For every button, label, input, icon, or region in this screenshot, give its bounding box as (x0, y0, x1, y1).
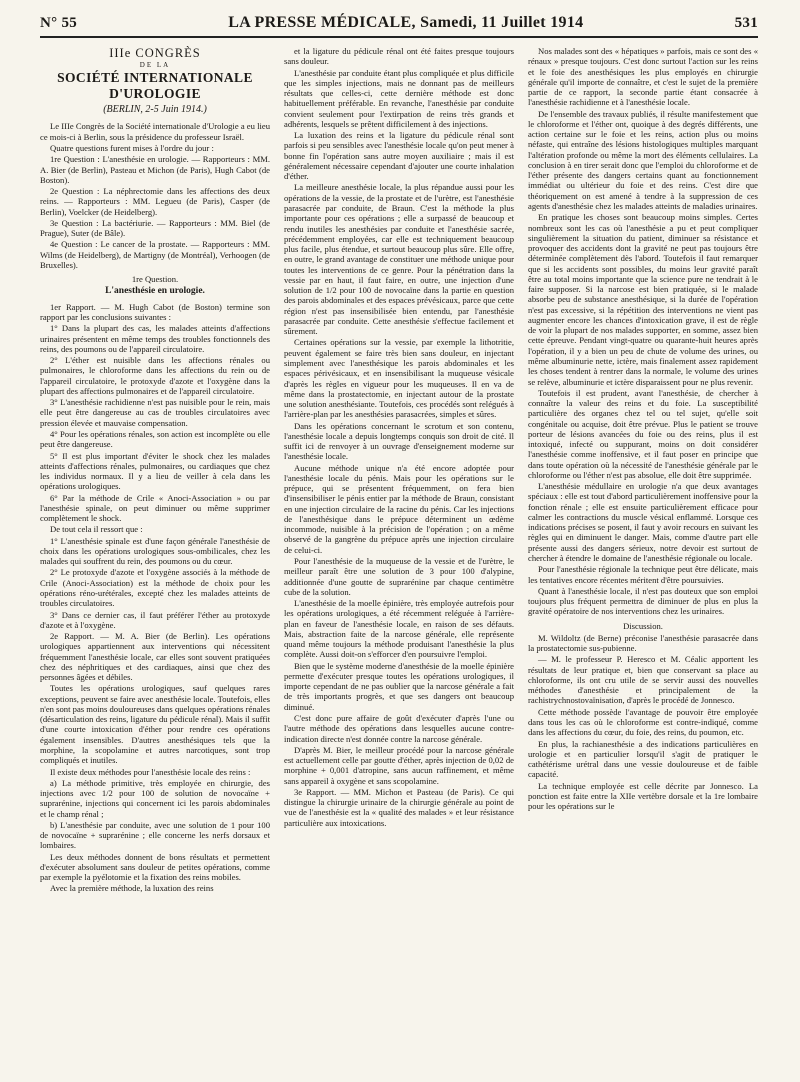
issue-number: N° 55 (40, 15, 78, 31)
paragraph: De l'ensemble des travaux publiés, il résulte manifestement que le chloroforme et l'éther ont, quoique à des degrés différents, une action certaine sur le foie et les reins, action plus ou moins néfaste, qui entraîne des lésions histologiques multiples marquant l'altération profonde ou même la mort des éléments cellulaires. La conclusion à en tirer serait donc que l'emploi du chloroforme et de l'éther présente des dangers certains quant au fonctionnement immédiat ou ultérieur du foie et des reins. C'est dire que théoriquement on est amené à tendre à la suppression de ces agents d'anesthésie chez les malades atteints de maladies urinaires. (528, 108, 758, 211)
header-rule (40, 36, 758, 38)
paragraph: L'anesthésie de la moelle épinière, très employée autrefois pour les opérations urologiques, a été récemment reléguée à l'arrière-plan en faveur de l'anesthésie locale, en raison de ses défauts. Mais, abstraction faite de la narcose générale, elle représente quand même toujours la méthode produisant l'anesthésie la plus complète. Aussi doit-on s'efforcer d'en poursuivre l'emploi. (284, 598, 514, 660)
paragraph: 3° L'anesthésie rachidienne n'est pas nuisible pour le rein, mais elle peut être dangereuse au cas de troubles circulatoires avec pression élevée et mauvaise compensation. (40, 397, 270, 428)
congress-heading: IIIe CONGRÈS (109, 46, 201, 60)
section-label: 1re Question. (131, 274, 179, 285)
paragraph: b) L'anesthésie par conduite, avec une solution de 1 pour 100 de novocaïne + suprarénine ; elle concerne les nerfs dorsaux et lombaires. (40, 819, 270, 851)
paragraph: Quant à l'anesthésie locale, il n'est pas douteux que son emploi toujours plus fréquent permettra de diminuer de plus en plus la gravité opératoire de nos interventions chez les urinaires. (528, 585, 758, 617)
paragraph: Le IIIe Congrès de la Société internationale d'Urologie a eu lieu ce mois-ci à Berlin, sous la présidence du professeur Israël. (40, 121, 270, 142)
paragraph: 2e Rapport. — M. A. Bier (de Berlin). Les opérations urologiques appartiennent aux interventions qui nécessitent fréquemment l'anesthésie locale, car elles sont souvent pratiquées chez des néphritiques et des cardiaques, ainsi que chez des personnes âgées et débiles. (40, 631, 270, 683)
journal-title: LA PRESSE MÉDICALE, Samedi, 11 Juillet 1914 (228, 14, 584, 31)
paragraph: L'anesthésie médullaire en urologie n'a que deux avantages spéciaux : elle est tout d'abord particulièrement inoffensive pour la fonction rénale ; elle est ensuite particulièrement efficace pour calmer les contractions du muscle vésical enflammé. Lorsque ces indications précises se posent, il faut y avoir recours en suivant les règles qui en diminuent le danger. Mais, comme d'autre part elle présente aussi des dangers sérieux, notre devoir est surtout de chercher à étendre le domaine de l'anesthésie régionale ou locale. (528, 481, 758, 564)
paragraph: 6° Par la méthode de Crile « Anoci-Association » ou par l'anesthésie spinale, on peut diminuer ou même supprimer complètement le shock. (40, 492, 270, 524)
paragraph: 2° Le protoxyde d'azote et l'oxygène associés à la méthode de Crile (Anoci-Association) est la méthode de choix pour les opérations réno-urétérales, excepté chez les malades atteints de troubles circulatoires. (40, 567, 270, 609)
paragraph: Toutes les opérations urologiques, sauf quelques rares exceptions, peuvent se faire avec anesthésie locale. Toutefois, elles n'en sont pas moins douloureuses dans quelques opérations rénales (désarticulation des reins, ligature du pédicule rénal). Mais il suffit d'une courte intoxication d'éther pour rendre ces opérations également insensibles. D'autres anesthésiques tels que la morphine, la scopolamine et autres narcotiques, sont trop compliqués et inutiles. (40, 683, 270, 766)
paragraph: 3e Question : La bactériurie. — Rapporteurs : MM. Biel (de Prague), Suter (de Bâle). (40, 217, 270, 239)
paragraph: En plus, la rachianesthésie a des indications particulières en urologie et en particulier lorsqu'il s'agit de pratiquer le cathétérisme urétral dans une vessie douloureuse et de faible capacité. (528, 738, 758, 780)
paragraph: 4e Question : Le cancer de la prostate. — Rapporteurs : MM. Wilms (de Heidelberg), de Martigny (de Montréal), Verhoogen (de Bruxelles). (40, 239, 270, 270)
paragraph: 1° Dans la plupart des cas, les malades atteints d'affections urinaires présentent en même temps des troubles fonctionnels des reins, des poumons ou de l'appareil circulatoire. (40, 323, 270, 354)
paragraph: 3e Rapport. — MM. Michon et Pasteau (de Paris). Ce qui distingue la chirurgie urinaire de la chirurgie générale au point de vue de l'anesthésie est la « qualité des malades » et leur résistance particulière aux intoxications. (284, 786, 514, 828)
paragraph: L'anesthésie par conduite étant plus compliquée et plus difficile que les simples injections, mais ne donnant pas de meilleurs résultats que celles-ci, cette dernière méthode est donc habituellement préférable. En revanche, l'anesthésie par conduite convient seulement pour l'extirpation de reins très grands et adhérents, lesquels se prêtent difficilement à des injections. (284, 67, 514, 129)
discussion-paragraphs (528, 633, 758, 812)
discussion-heading: Discussion. (623, 620, 663, 631)
paragraph: Pour l'anesthésie régionale la technique peut être délicate, mais les tentatives encore récentes méritent d'être poursuivies. (528, 564, 758, 585)
paragraph: Cette méthode possède l'avantage de pouvoir être employée dans tous les cas où le chloroforme est contre-indiqué, comme dans les affections du cœur, du foie, des reins, du poumon, etc. (528, 706, 758, 738)
paragraph: Nos malades sont des « hépatiques » parfois, mais ce sont des « rénaux » presque toujours. C'est donc surtout l'action sur les reins et le foie des anesthésiques les plus employés en chirurgie générale qu'il importe de connaître, et c'est le sujet de la première partie de ce rapport, la seconde partie étant consacrée à l'anesthésie rachidienne et à l'anesthésie locale. (528, 46, 758, 108)
paragraph: 3° Dans ce dernier cas, il faut préférer l'éther au protoxyde d'azote et à l'oxygène. (40, 609, 270, 630)
paragraph: 1re Question : L'anesthésie en urologie. — Rapporteurs : MM. A. Bier (de Berlin), Pasteau et Michon (de Paris), Hugh Cabot (de Boston). (40, 154, 270, 185)
paragraph: La technique employée est celle décrite par Jonnesco. La ponction est faite entre la XIIe vertèbre dorsale et la 1re lombaire pour les opérations sur le (528, 780, 758, 812)
section-title: L'anesthésie en urologie. (105, 286, 205, 297)
paragraph: 2° L'éther est nuisible dans les affections rénales ou pulmonaires, le chloroforme dans les affections du rein ou de l'appareil circulatoire, le protoxyde d'azote et l'oxygène dans la plupart des affections pulmonaires et de l'appareil circulatoire. (40, 355, 270, 396)
paragraph: a) La méthode primitive, très employée en chirurgie, des injections avec 1/2 pour 100 de solution de novocaïne + suprarénine, injections qui concernent ici les parois abdominales et le champ rénal ; (40, 777, 270, 819)
society-title: SOCIÉTÉ INTERNATIONALE D'UROLOGIE (57, 70, 253, 102)
paragraph: La luxation des reins et la ligature du pédicule rénal sont parfois si peu sensibles avec l'anesthésie locale qu'on peut mener à bonne fin l'opération sans autre moyen auxiliaire ; mais il est généralement nécessaire cependant d'ajouter une courte inhalation d'éther. (284, 130, 514, 182)
paragraph: 5° Il est plus important d'éviter le shock chez les malades atteints d'affections rénales, pulmonaires, ou cardiaques que chez les individus normaux. Il y a lieu de veiller à cela dans les opérations urologiques. (40, 450, 270, 492)
paragraph: Quatre questions furent mises à l'ordre du jour : (50, 143, 214, 154)
paragraph: Toutefois il est prudent, avant l'anesthésie, de chercher à connaître la valeur des reins et du foie. La susceptibilité particulière des organes chez tel ou tel sujet, qu'elle soit congénitale ou acquise, doit être prévue. Plus le patient se trouve porteur de lésions avancées du foie ou des reins, plus il est intoxiqué, infecté ou suppurant, moins on doit considérer l'anesthésie comme inoffensive, et il faut poser en principe que dans toute opération où la nécessité de l'anesthésie générale par le chloroforme ou l'éther n'est pas absolue, elle doit être supprimée. (528, 387, 758, 480)
column-2-paragraphs (284, 46, 514, 828)
paragraph: et la ligature du pédicule rénal ont été faites presque toujours sans douleur. (284, 46, 514, 67)
paragraph: 1° L'anesthésie spinale est d'une façon générale l'anesthésie de choix dans les opérations urologiques sous-ombilicales, chez les malades qui souffrent du rein, des poumons ou du cœur. (40, 535, 270, 567)
paragraph: Aucune méthode unique n'a été encore adoptée pour l'anesthésie locale du pénis. Mais pour les opérations sur le prépuce, qui se présentent fréquemment, on fera bien d'insensibiliser le pénis entier par la méthode de Braun, consistant en une injection circulaire de la racine du pénis. Car les injections de l'anesthésique dans le prépuce déterminent un œdème incommode, nuisible à la précision de l'opération ; on a même observé de la gangrène du prépuce après une injection circulaire de celui-ci. (284, 462, 514, 555)
congress-heading-connector: DE LA (139, 60, 171, 69)
paragraph: De tout cela il ressort que : (50, 524, 143, 535)
article-columns (40, 46, 758, 1076)
paragraph: La meilleure anesthésie locale, la plus répandue aussi pour les opérations de la vessie, de la prostate et de l'urètre, est l'anesthésie parasacrée par conduite, de Braun. C'est la méthode la plus importante pour ces opérations ; elle a surpassé de beaucoup et rendu inutiles les anesthésies par conduite et l'anesthésie sacrée, précédemment employées, car elle est techniquement beaucoup plus facile, plus étendue, et surtout beaucoup plus sûre. Elle offre, en outre, le grand avantage de constituer une méthode unique pour toutes les interventions de ce genre. Pour la pénétration dans la vessie par en haut, il faut faire, en outre, une injection d'une solution de 1/2 pour 100 de novocaïne dans la partie en question des parois abdominales et des espaces prévésicaux, parce que cette région n'est pas insensibilisée bien entendu, par l'anesthésie parasacrée par conduite. Cette anesthésie s'effectue facilement et sûrement. (284, 182, 514, 337)
paragraph: Avec la première méthode, la luxation des reins (50, 883, 214, 894)
paragraph: 2e Question : La néphrectomie dans les affections des deux reins. — Rapporteurs : MM. Legueu (de Paris), Casper (de Berlin), Voelcker (de Heidelberg). (40, 186, 270, 217)
column-2 (284, 46, 514, 1076)
report-paragraphs (40, 302, 270, 894)
paragraph: Bien que le système moderne d'anesthésie de la moelle épinière permette d'exécuter presque toutes les opérations urologiques, il importe cependant de ne pas oublier que la narcose générale a fait de très importants progrès, et que ses dangers ont beaucoup diminué. (284, 660, 514, 712)
paragraph: — M. le professeur P. Heresco et M. Céalic apportent les résultats de leur pratique et, bien que conservant sa place au chloroforme, ils ont cru utile de se servir aussi des nouvelles méthodes d'anesthésie et principalement de la rachistrychnostovaïnisation, d'après le procédé de Jonnesco. (528, 654, 758, 706)
intro-paragraphs (40, 121, 270, 270)
page-number: 531 (734, 15, 758, 31)
paragraph: D'après M. Bier, le meilleur procédé pour la narcose générale est actuellement celle par goutte d'éther, après injection de 0,02 de morphine + 0,001 d'atropine, sans aucun raffinement, et même sans appareil à oxygène et sans scopolamine. (284, 744, 514, 786)
congress-place-date: (BERLIN, 2-5 Juin 1914.) (103, 103, 207, 115)
paragraph: Dans les opérations concernant le scrotum et son contenu, l'anesthésie locale a depuis longtemps conquis son droit de cité. Il suffit ici de renvoyer à un ouvrage d'enseignement moderne sur l'anesthésie locale. (284, 420, 514, 462)
paragraph: C'est donc pure affaire de goût d'exécuter d'après l'une ou l'autre méthode des opérations dans lesquelles aucune contre-indication directe n'est donnée contre la narcose générale. (284, 713, 514, 744)
paragraph: 4° Pour les opérations rénales, son action est incomplète ou elle peut être dangereuse. (40, 429, 270, 450)
column-3-paragraphs (528, 46, 758, 617)
column-3 (528, 46, 758, 1076)
paragraph: Les deux méthodes donnent de bons résultats et permettent d'exécuter absolument sans douleur de petites opérations, comme par exemple la pyélotomie et la fixation des reins mobiles. (40, 851, 270, 883)
paragraph: 1er Rapport. — M. Hugh Cabot (de Boston) termine son rapport par les conclusions suivantes : (40, 301, 270, 323)
column-1 (40, 46, 270, 1076)
page-header (40, 14, 758, 32)
paragraph: Pour l'anesthésie de la muqueuse de la vessie et de l'urètre, le meilleur paraît être une solution de 3 pour 100 d'alypine, additionnée d'une goutte de suprarénine par chaque centimètre cube de la solution. (284, 556, 514, 597)
paragraph: Certaines opérations sur la vessie, par exemple la lithotritie, peuvent également se faire très bien sans douleur, en injectant simplement avec l'anesthésique les parois abdominales et les espaces périvésicaux, et en insensibilisant la muqueuse vésicale d'après les règles en vigueur pour les muqueuses. Il en va de même dans la prostatectomie, en injectant autour de la prostate une solution anesthésiante. Toutefois, ces procédés sont relégués à l'arrière-plan par les anesthésies parasacrées, simples et sûres. (284, 337, 514, 420)
paragraph: Il existe deux méthodes pour l'anesthésie locale des reins : (50, 766, 251, 777)
paragraph: M. Wildoltz (de Berne) préconise l'anesthésie parasacrée dans la prostatectomie sus-pubienne. (528, 632, 758, 654)
paragraph: En pratique les choses sont beaucoup moins simples. Certes nombreux sont les cas où l'anesthésie a pu et peut compliquer singulièrement la situation du patient, diminuer sa résistance et provoquer des accidents dont la gravité ne peut pas toujours être déterminée complètement dès l'abord. Toutefois il faut remarquer que si les accidents sont possibles, du moins leur gravité paraît être au total moins importante que la science pure ne tendrait à le faire supposer. Si la narcose est bien pratiquée, si le malade absorbe peu de substance anesthésique, si la durée de l'opération n'est pas excessive, si la répétition des interventions ne vient pas augmenter encore les chances d'intoxication grave, il est de règle de voir la plupart de nos malades supporter, en somme, assez bien cette épreuve. Pendant vingt-quatre ou quarante-huit heures après l'opération, il y a bien un peu de chute de volume des urines, ou même albuminurie nette, ictère, mais finalement assez rapidement les choses tendent à rentrer dans la normale, le volume des urines se relève, albuminurie et ictère disparaissent pour ne plus revenir. (528, 212, 758, 387)
